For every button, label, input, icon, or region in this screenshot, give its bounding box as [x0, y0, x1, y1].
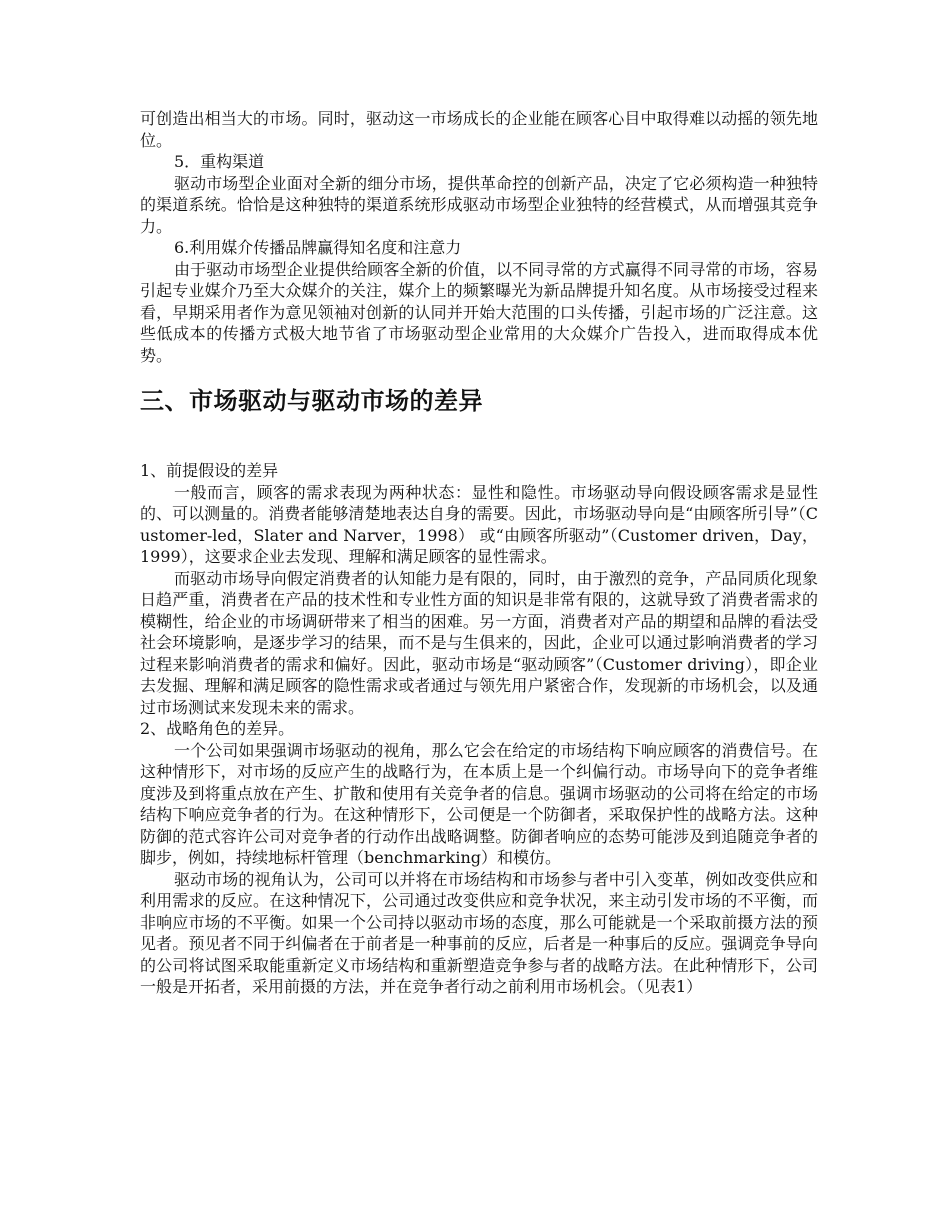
subsection-2-title: 2、战略角色的差异。 — [140, 719, 295, 738]
document-page — [140, 108, 818, 998]
subsection-1-paragraph-1: 一般而言，顾客的需求表现为两种状态：显性和隐性。市场驱动导向假设顾客需求是显性的、可以测量的。消费者能够清楚地表达自身的需要。因此，市场驱动导向是“由顾客所引导”（Customer-led，Slater and Narver，1998） 或“由顾客所驱动”（Customer driven，Day，1999），这要求企业去发现、理解和满足顾客的显性需求。 — [140, 482, 818, 566]
item-6-title: 6.利用媒介传播品牌赢得知名度和注意力 — [174, 238, 462, 257]
subsection-1-title: 1、前提假设的差异 — [140, 461, 279, 480]
item-5-title: 5．重构渠道 — [174, 152, 265, 171]
subsection-2-paragraph-2: 驱动市场的视角认为，公司可以并将在市场结构和市场参与者中引入变革，例如改变供应和利用需求的反应。在这种情况下，公司通过改变供应和竞争状况，来主动引发市场的不平衡，而非响应市场的不平衡。如果一个公司持以驱动市场的态度，那么可能就是一个采取前摄方法的预见者。预见者不同于纠偏者在于前者是一种事前的反应，后者是一种事后的反应。强调竞争导向的公司将试图采取能重新定义市场结构和重新塑造竞争参与者的战略方法。在此种情形下，公司一般是开拓者，采用前摄的方法，并在竞争者行动之前利用市场机会。（见表1） — [140, 869, 818, 996]
section-heading: 三、市场驱动与驱动市场的差异 — [140, 387, 483, 415]
subsection-2-paragraph-1: 一个公司如果强调市场驱动的视角，那么它会在给定的市场结构下响应顾客的消费信号。在这种情形下，对市场的反应产生的战略行为，在本质上是一个纠偏行动。市场导向下的竞争者维度涉及到将重点放在产生、扩散和使用有关竞争者的信息。强调市场驱动的公司将在给定的市场结构下响应竞争者的行为。在这种情形下，公司便是一个防御者，采取保护性的战略方法。这种防御的范式容许公司对竞争者的行动作出战略调整。防御者响应的态势可能涉及到追随竞争者的脚步，例如，持续地标杆管理（benchmarking）和模仿。 — [140, 740, 818, 867]
item-5-body: 驱动市场型企业面对全新的细分市场，提供革命控的创新产品，决定了它必须构造一种独特的渠道系统。恰恰是这种独特的渠道系统形成驱动市场型企业独特的经营模式，从而增强其竞争力。 — [140, 173, 818, 236]
item-6-body: 由于驱动市场型企业提供给顾客全新的价值，以不同寻常的方式赢得不同寻常的市场，容易引起专业媒介乃至大众媒介的关注，媒介上的频繁曝光为新品牌提升知名度。从市场接受过程来看，早期采用者作为意见领袖对创新的认同并开始大范围的口头传播，引起市场的广泛注意。这些低成本的传播方式极大地节省了市场驱动型企业常用的大众媒介广告投入，进而取得成本优势。 — [140, 259, 818, 365]
paragraph-continuation: 可创造出相当大的市场。同时，驱动这一市场成长的企业能在顾客心目中取得难以动摇的领先地位。 — [140, 109, 818, 150]
subsection-1-paragraph-2: 而驱动市场导向假定消费者的认知能力是有限的，同时，由于激烈的竞争，产品同质化现象日趋严重，消费者在产品的技术性和专业性方面的知识是非常有限的，这就导致了消费者需求的模糊性，给企业的市场调研带来了相当的困难。另一方面，消费者对产品的期望和品牌的看法受社会环境影响，是逐步学习的结果，而不是与生俱来的，因此，企业可以通过影响消费者的学习过程来影响消费者的需求和偏好。因此，驱动市场是“驱动顾客”（Customer driving），即企业去发掘、理解和满足顾客的隐性需求或者通过与领先用户紧密合作，发现新的市场机会，以及通过市场测试来发现未来的需求。 — [140, 568, 818, 717]
